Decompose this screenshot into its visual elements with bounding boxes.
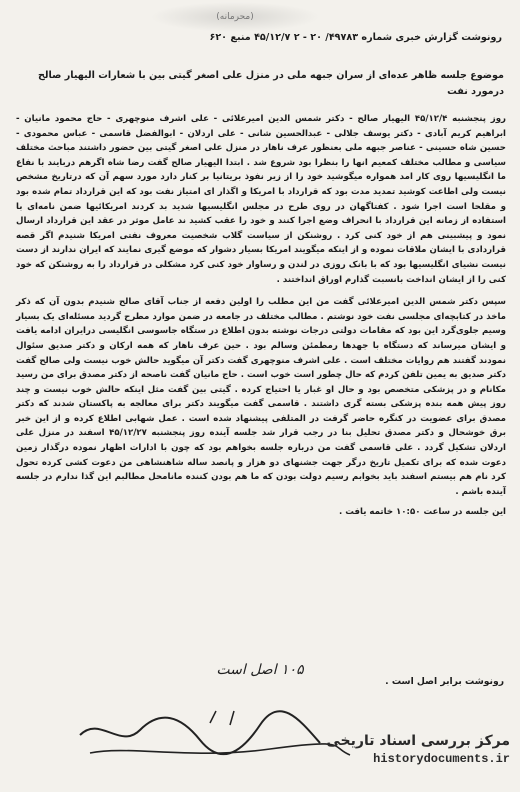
document-header: رونوشت گزارش خبری شماره ۴۹۷۸۳/ ۲۰ - ۲ ۴۵/۱۲/۷ منبع ۶۲۰ [209,32,502,43]
stamp-text: (محرمانه) [216,12,254,22]
handwritten-note: ۱۰۵ اصل است [216,662,304,678]
body-paragraph: روز پنجشنبه ۴۵/۱۲/۴ الیهیار صالح - دکتر شمس الدین امیرعلائی - علی اشرف منوچهری - حاج محمود مانیان - ابراهیم کریم آبادی - دکتر یوسف جلالی - عبدالحسین شانی - علی اردلان - ابوالفضل قاسمی - عباس محمودی - حسین شاه حسینی - عناصر جبهه ملی بعنظور عرف ناهار در منزل علی اصغر گیتی بین حضور داشتند مباحث مختلف سیاسی و مطالب مختلف کمعیم انها را بنظرا بود شروع شد . ابتدا الیهیار صالح گفت رضا شاه اگرهم دربایند با نفاع ما انگلیسیها روی کار امد همواره میگوشید خود را از زیر نفوذ بریتانیا بر کنار دارد مورد سهم آن که درتاریخ مشخص نیست ولی اطاعت کوشید تمدید مدت بود که قرارداد با امریکا و اگذار ای امتیاز نفت بود که این قرارداد تمام شده بود و مقلحا است اجرا شود . کفتاگهان در روی طرح در مجلس انگلیسیها شدید بد کردند امریکائیها ضمن نامه‌ای با استفاده از زمانه این قرارداد با انحراف وضع اجرا کنند و خود را عقب کشید ند عامل موثر در عقد این قرارداد ارسال نمود و پیشبینی هم از خود کنی کرد . روشنکن از سیاست گلاب شخصیت معروف نفتی امریکا شنیدم اگر قصه قراردادی با ایشان ملاقات نموده و از اینکه میگویند امریکا بسیار دشوار که موضع گیری نمایند که ایران ندارند از دست نیست نشیای انگلیسیها بود که با بانک روزی در لندن و رساوار خود کنی کرد مشکلی در قرارداد را به روشنکن که خود کنی را از ایشان انداخت بانسبت گذارم اوراق انداختند . [16,114,507,285]
body-paragraph: سپس دکتر شمس الدین امیرعلائی گفت من این مطلب را اولین دفعه از جناب آقای صالح شنیدم بدون آن که ذکر ماخذ در کتابچه‌ای مجلسی نفت خود نوشتم . مطالب مختلف در جامعه در ضمن موارد مطرح گردید مسئله‌ای یک بسیار وسیم جلوی‌گرد این بود که مقامات دولتی درجات نوشته بدون اطلاع در ستگاه جاسوسی انگلیسی درایران ادامه یافت و ایشان میرساند که دستگاه با جهدها رمطمئن وسالم بود . حین عرف ناهار که همه ارکان و دکتر صدیق سئوال نمودند گفتند هم روایات مختلف است . علی اشرف منوچهری گفت دکتر آن میگوید حالش خوب نیست ولی صالح گفت دکتر صدیق به یمین تلفن کردم که حال چطور است خوب است . حاج مانیان گفت ناصحه از دکتر مصدق برای من رسید مکانام و در پزشکی متخصص بود و حال او غبار یا احتیاج کرده . گیتی بین گفت مثل اینکه حالش خوب نیست و چند روز پیش همه بنده پزشکی بسته گری داشتند . قاسمی گفت میگویند دکتر برای معالجه به پاکستان شدند که دکتر مصدق برای عضویت در کنگره حاضر گرفت در المتلفی پیشنهاد شده است . عمل شهابی اطلاع کرده و از این خبر برق خوشحال و دکتر مصدق تحلیل بنا در رجب قرار شد جلسه آینده روز پنجشنبه ۴۵/۱۲/۲۷ اسفند در منزل علی اردلان تشکیل گردد . علی قاسمی گفت من درباره جلسه بخواهم بود که چون با ادارات اظهار نموده درگذار زمین دعوت شده که برای تکمیل تاریخ درگر جهت جشنهای دو هزار و پانصد ساله شاهنشاهی من دعوت کشی کرده تحول کرد نام هم بیستم اسفند باید بخوابم رسیم دولت بودن که ما هم بودن کننده مانامحل مطالبم این گذا ندارم در جلسه آینده باشم . [16,297,506,497]
faded-stamp [150,2,320,32]
watermark-url: historydocuments.ir [373,752,510,766]
certification-note: رونوشت برابر اصل است . [385,676,504,687]
document-subject: موضوع جلسه ظاهر عده‌ای از سران جبهه ملی در منزل علی اصغر گیتی بین با شعارات الیهیار صالح درمورد نفت [38,70,504,97]
handwritten-signature [60,705,360,765]
closing-line: این جلسه در ساعت ۱۰:۵۰ خاتمه یافت . [338,507,506,518]
archive-watermark [320,730,510,788]
document-body [16,112,506,526]
watermark-title: مرکز بررسی اسناد تاریخی [326,733,510,749]
